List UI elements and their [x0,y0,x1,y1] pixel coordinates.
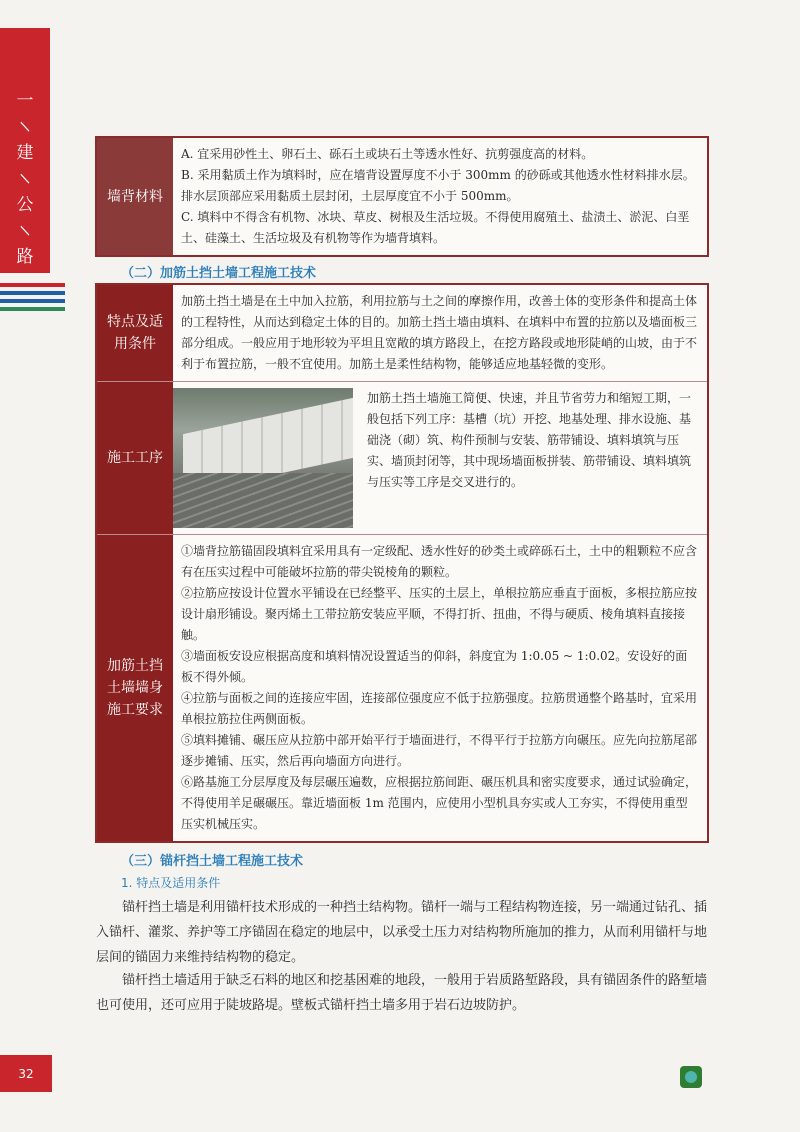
subsection-title: 1. 特点及适用条件 [121,876,221,890]
stripe [0,307,65,311]
list-item: ⑥路基施工分层厚度及每层碾压遍数，应根据拉筋间距、碾压机具和密实度要求，通过试验确定，不得使用羊足碾碾压。靠近墙面板 1m 范围内，应使用小型机具夯实或人工夯实，不得使用重型压实机械压实。 [181,775,698,831]
section-title: （三）锚杆挡土墙工程施工技术 [121,854,304,869]
row-label: 加筋土挡土墙墙身施工要求 [97,535,173,841]
list-item: ④拉筋与面板之间的连接应牢固，连接部位强度应不低于拉筋强度。拉筋贯通整个路基时，宜采用单根拉筋拉住两侧面板。 [181,691,698,726]
list-item: ⑤填料摊铺、碾压应从拉筋中部开始平行于墙面进行，不得平行于拉筋方向碾压。应先向拉筋尾部逐步摊铺、压实，然后再向墙面方向进行。 [181,733,698,768]
paragraph: 锚杆挡土墙适用于缺乏石料的地区和挖基困难的地段，一般用于岩质路堑路段，具有锚固条件的路堑墙也可使用，还可应用于陡坡路堤。壁板式锚杆挡土墙多用于岩石边坡防护。 [96,973,708,1013]
chapter-char: 一 [16,91,34,111]
list-item: C. 填料中不得含有机物、冰块、草皮、树根及生活垃圾。不得使用腐殖土、盐渍土、淤泥、白垩土、硅藻土、生活垃圾及有机物等作为墙背填料。 [181,210,690,245]
row-content [173,535,707,841]
chapter-char: 建 [16,143,34,163]
row-label: 墙背材料 [97,138,173,255]
chapter-slash: / [16,172,34,186]
chapter-char: 路 [16,247,34,267]
row-label: 特点及适用条件 [97,285,173,381]
list-item: ②拉筋应按设计位置水平铺设在已经整平、压实的土层上，单根拉筋应垂直于面板，多根拉筋应按设计扇形铺设。聚丙烯土工带拉筋安装应平顺，不得打折、扭曲，不得与硬质、棱角填料直接接触。 [181,586,698,642]
row-content: 加筋土挡土墙施工简便、快速，并且节省劳力和缩短工期，一般包括下列工序：基槽（坑）开挖、地基处理、排水设施、基础浇（砌）筑、构件预制与安装、筋带铺设、填料填筑与压实、墙顶封闭等，其中现场墙面板拼装、筋带铺设、填料填筑与压实等工序是交叉进行的。 [367,391,692,489]
construction-photo [173,388,353,528]
row-label: 施工工序 [97,382,173,534]
list-item: ③墙面板安设应根据高度和填料情况设置适当的仰斜，斜度宜为 1:0.05 ~ 1:0.02。安设好的面板不得外倾。 [181,649,688,684]
chapter-slash: / [16,224,34,238]
table-row [97,534,707,841]
row-content [173,138,707,255]
page-number: 32 [0,1055,52,1092]
table-row [97,138,707,255]
list-item: B. 采用黏质土作为填料时，应在墙背设置厚度不小于 300mm 的砂砾或其他透水性材料排水层。排水层顶部应采用黏质土层封闭，土层厚度宜不小于 500mm。 [181,168,695,203]
chapter-char: 公 [16,195,34,215]
chapter-tab [0,28,50,273]
color-stripes [0,283,65,315]
stripe [0,299,65,303]
backfill-material-table [95,136,709,257]
publisher-logo-icon [680,1066,702,1088]
row-content: 加筋土挡土墙是在土中加入拉筋，利用拉筋与土之间的摩擦作用，改善土体的变形条件和提高土体的工程特性，从而达到稳定土体的目的。加筋土挡土墙由填料、在填料中布置的拉筋以及墙面板三部分组成。一般应用于地形较为平坦且宽敞的填方路段上，在挖方路段或地形陡峭的山坡，由于不利于布置拉筋，一般不宜使用。加筋土是柔性结构物，能够适应地基轻微的变形。 [181,294,698,371]
stripe [0,291,65,295]
table-row [97,381,707,534]
list-item: ①墙背拉筋锚固段填料宜采用具有一定级配、透水性好的砂类土或碎砾石土，土中的粗颗粒不应含有在压实过程中可能破坏拉筋的带尖锐棱角的颗粒。 [181,544,698,579]
table-row [97,285,707,381]
reinforced-wall-table [95,283,709,843]
list-item: A. 宜采用砂性土、卵石土、砾石土或块石土等透水性好、抗剪强度高的材料。 [181,147,594,161]
chapter-slash: / [16,120,34,134]
section-title: （二）加筋土挡土墙工程施工技术 [121,266,317,281]
stripe [0,283,65,287]
paragraph: 锚杆挡土墙是利用锚杆技术形成的一种挡土结构物。锚杆一端与工程结构物连接，另一端通过钻孔、插入锚杆、灌浆、养护等工序锚固在稳定的地层中，以承受土压力对结构物所施加的推力，从而利用锚杆与地层间的锚固力来维持结构物的稳定。 [96,900,708,965]
